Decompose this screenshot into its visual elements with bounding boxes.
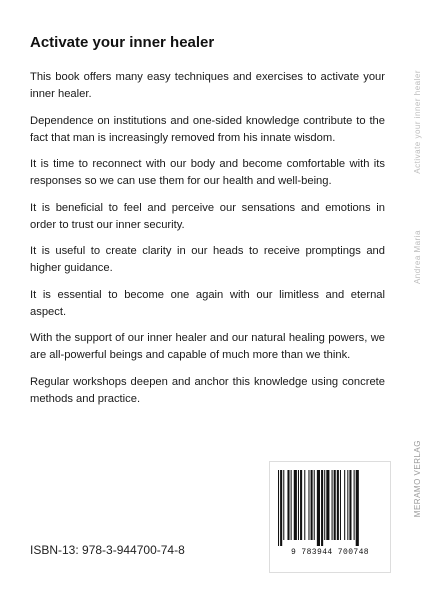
book-spine (409, 0, 423, 600)
paragraph-1: This book offers many easy techniques and exercises to activate your inner healer. (30, 71, 385, 100)
spine-author: Andrea Maria (413, 230, 422, 285)
isbn-barcode (270, 462, 390, 572)
paragraph-3: It is time to reconnect with our body and become comfortable with its responses so we can use them for our health and well-being. (30, 158, 385, 187)
paragraph-5: It is useful to create clarity in our heads to receive promptings and higher guidance. (30, 245, 385, 274)
isbn-label: ISBN-13: 978-3-944700-74-8 (30, 543, 185, 557)
paragraph-2: Dependence on institutions and one-sided knowledge contribute to the fact that man is increasingly removed from his innate wisdom. (30, 114, 385, 144)
back-cover-content (30, 34, 385, 417)
paragraph-8: Regular workshops deepen and anchor this knowledge using concrete methods and practice. (30, 375, 385, 405)
spine-publisher: MERAMO VERLAG (413, 440, 422, 518)
paragraph-7: With the support of our inner healer and our natural healing powers, we are all-powerful beings and capable of much more than we think. (30, 332, 385, 361)
barcode-digits: 9 783944 700748 (290, 548, 369, 557)
book-title: Activate your inner healer (30, 34, 215, 51)
paragraph-6: It is essential to become one again with our limitless and eternal aspect. (30, 288, 385, 318)
paragraph-4: It is beneficial to feel and perceive our sensations and emotions in order to trust our inner security. (30, 201, 385, 231)
spine-title: Activate your inner healer (413, 70, 422, 174)
barcode-bars-icon (277, 470, 383, 546)
